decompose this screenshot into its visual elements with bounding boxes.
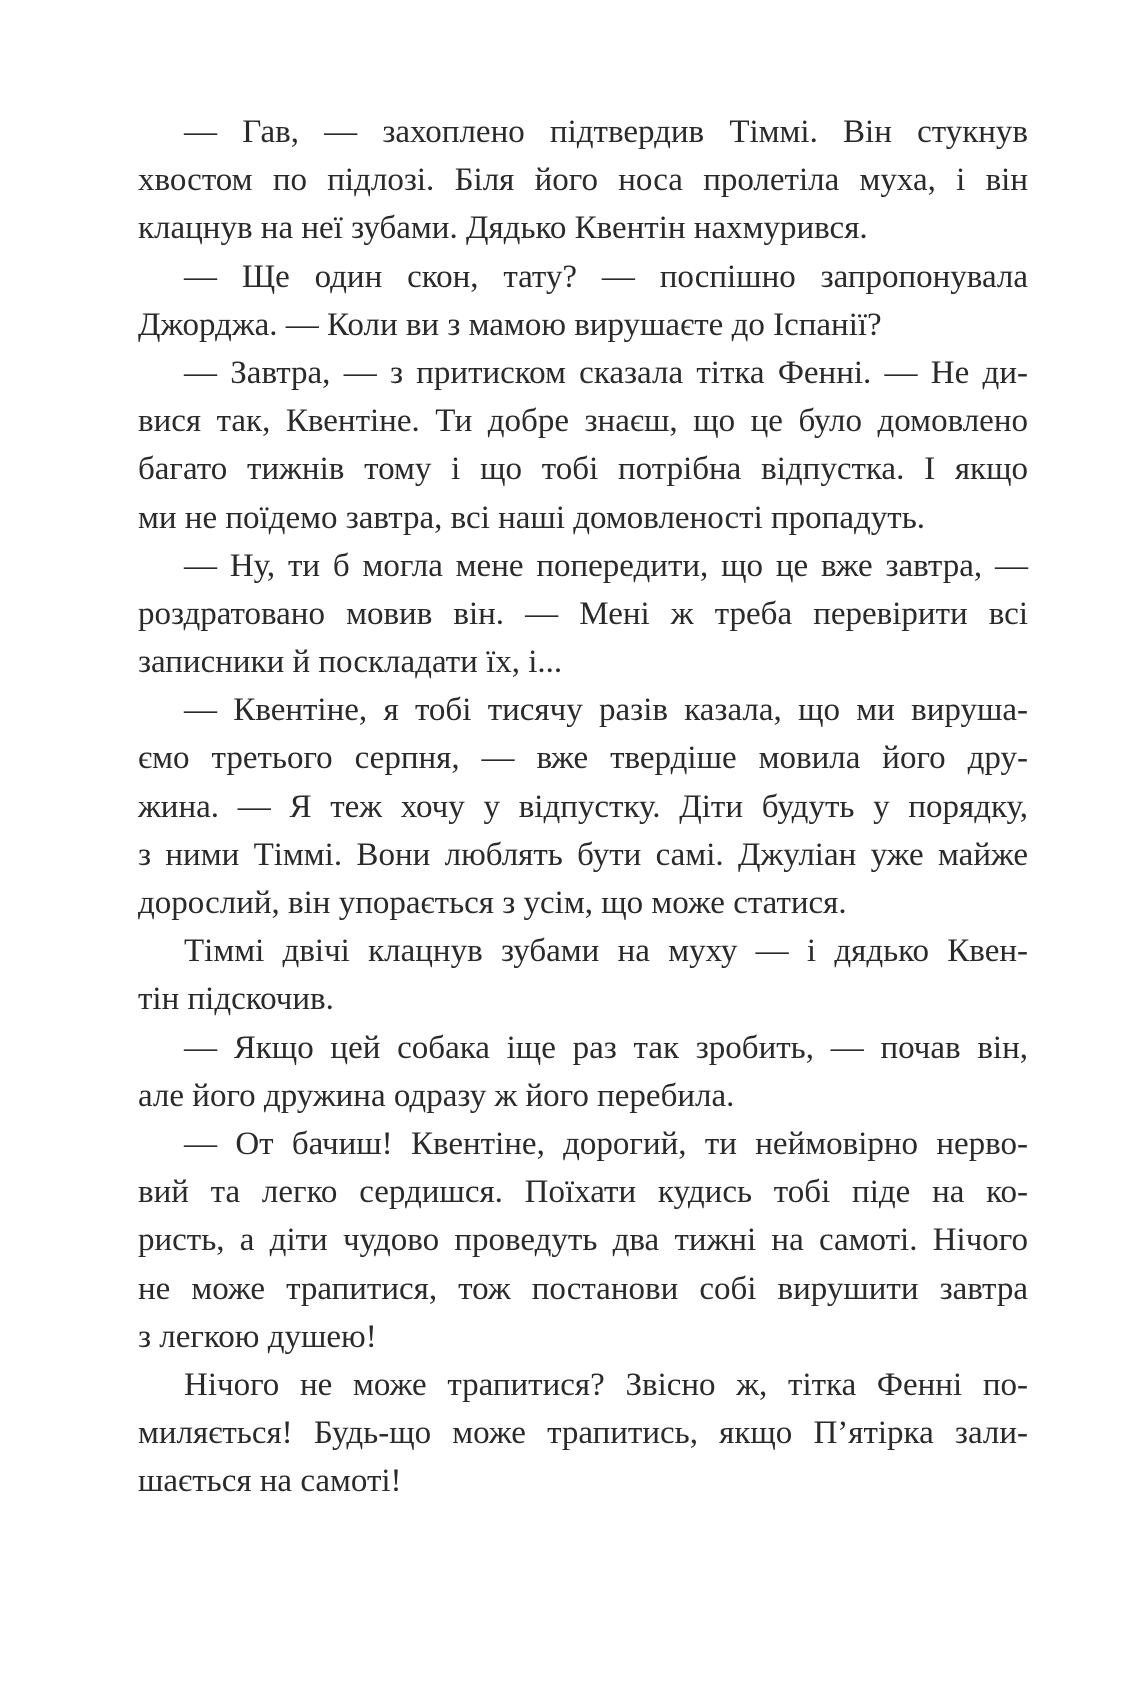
text-line: миляється! Будь-що може трапитись, якщо П’ятірка зали- <box>138 1415 1028 1452</box>
text-line: — Квентіне, я тобі тисячу разів казала, що ми вируша- <box>184 692 1028 729</box>
text-line: з ними Тіммі. Вони люблять бути самі. Джуліан уже майже <box>138 836 1028 873</box>
text-line: тін підскочив. <box>138 981 334 1018</box>
text-line: ристь, а діти чудово проведуть два тижні на самоті. Нічого <box>138 1222 1028 1259</box>
text-line: жина. — Я теж хочу у відпустку. Діти будуть у порядку, <box>138 788 1028 825</box>
text-line: клацнув на неї зубами. Дядько Квентін нахмурився. <box>138 210 868 247</box>
text-line: — Завтра, — з притиском сказала тітка Фенні. — Не ди- <box>184 354 1028 391</box>
text-line: записники й поскладати їх, і... <box>138 644 563 681</box>
text-line: — Ну, ти б могла мене попередити, що це вже завтра, — <box>184 547 1028 584</box>
text-line: — Гав, — захоплено підтвердив Тіммі. Він стукнув <box>184 114 1028 150</box>
text-line: — От бачиш! Квентіне, дорогий, ти неймовірно нерво- <box>184 1125 1028 1162</box>
text-line: Нічого не може трапитися? Звісно ж, тітка Фенні по- <box>184 1366 1028 1403</box>
book-page <box>138 108 1028 1505</box>
text-line: але його дружина одразу ж його перебила. <box>138 1077 735 1114</box>
text-line: роздратовано мовив він. — Мені ж треба перевірити всі <box>138 595 1028 632</box>
text-line: вися так, Квентіне. Ти добре знаєш, що це було домовлено <box>138 403 1028 440</box>
text-line: багато тижнів тому і що тобі потрібна відпустка. І якщо <box>138 451 1028 488</box>
text-line: не може трапитися, тож постанови собі вирушити завтра <box>138 1270 1028 1307</box>
text-line: Тіммі двічі клацнув зубами на муху — і дядько Квен- <box>184 933 1028 970</box>
text-line: ми не поїдемо завтра, всі наші домовленості пропадуть. <box>138 499 926 536</box>
text-line: — Якщо цей собака іще раз так зробить, — почав він, <box>184 1029 1028 1066</box>
text-line: — Ще один скон, тату? — поспішно запропонувала <box>184 258 1028 295</box>
text-line: шається на самоті! <box>138 1463 402 1500</box>
text-line: вий та легко сердишся. Поїхати кудись тобі піде на ко- <box>138 1174 1028 1211</box>
text-line: дорослий, він упорається з усім, що може статися. <box>138 885 847 921</box>
text-line: хвостом по підлозі. Біля його носа пролетіла муха, і він <box>138 162 1028 199</box>
text-line: Джорджа. — Коли ви з мамою вирушаєте до Іспанії? <box>138 306 882 343</box>
text-line: з легкою душею! <box>138 1318 377 1355</box>
text-line: ємо третього серпня, — вже твердіше мовила його дру- <box>138 740 1028 777</box>
